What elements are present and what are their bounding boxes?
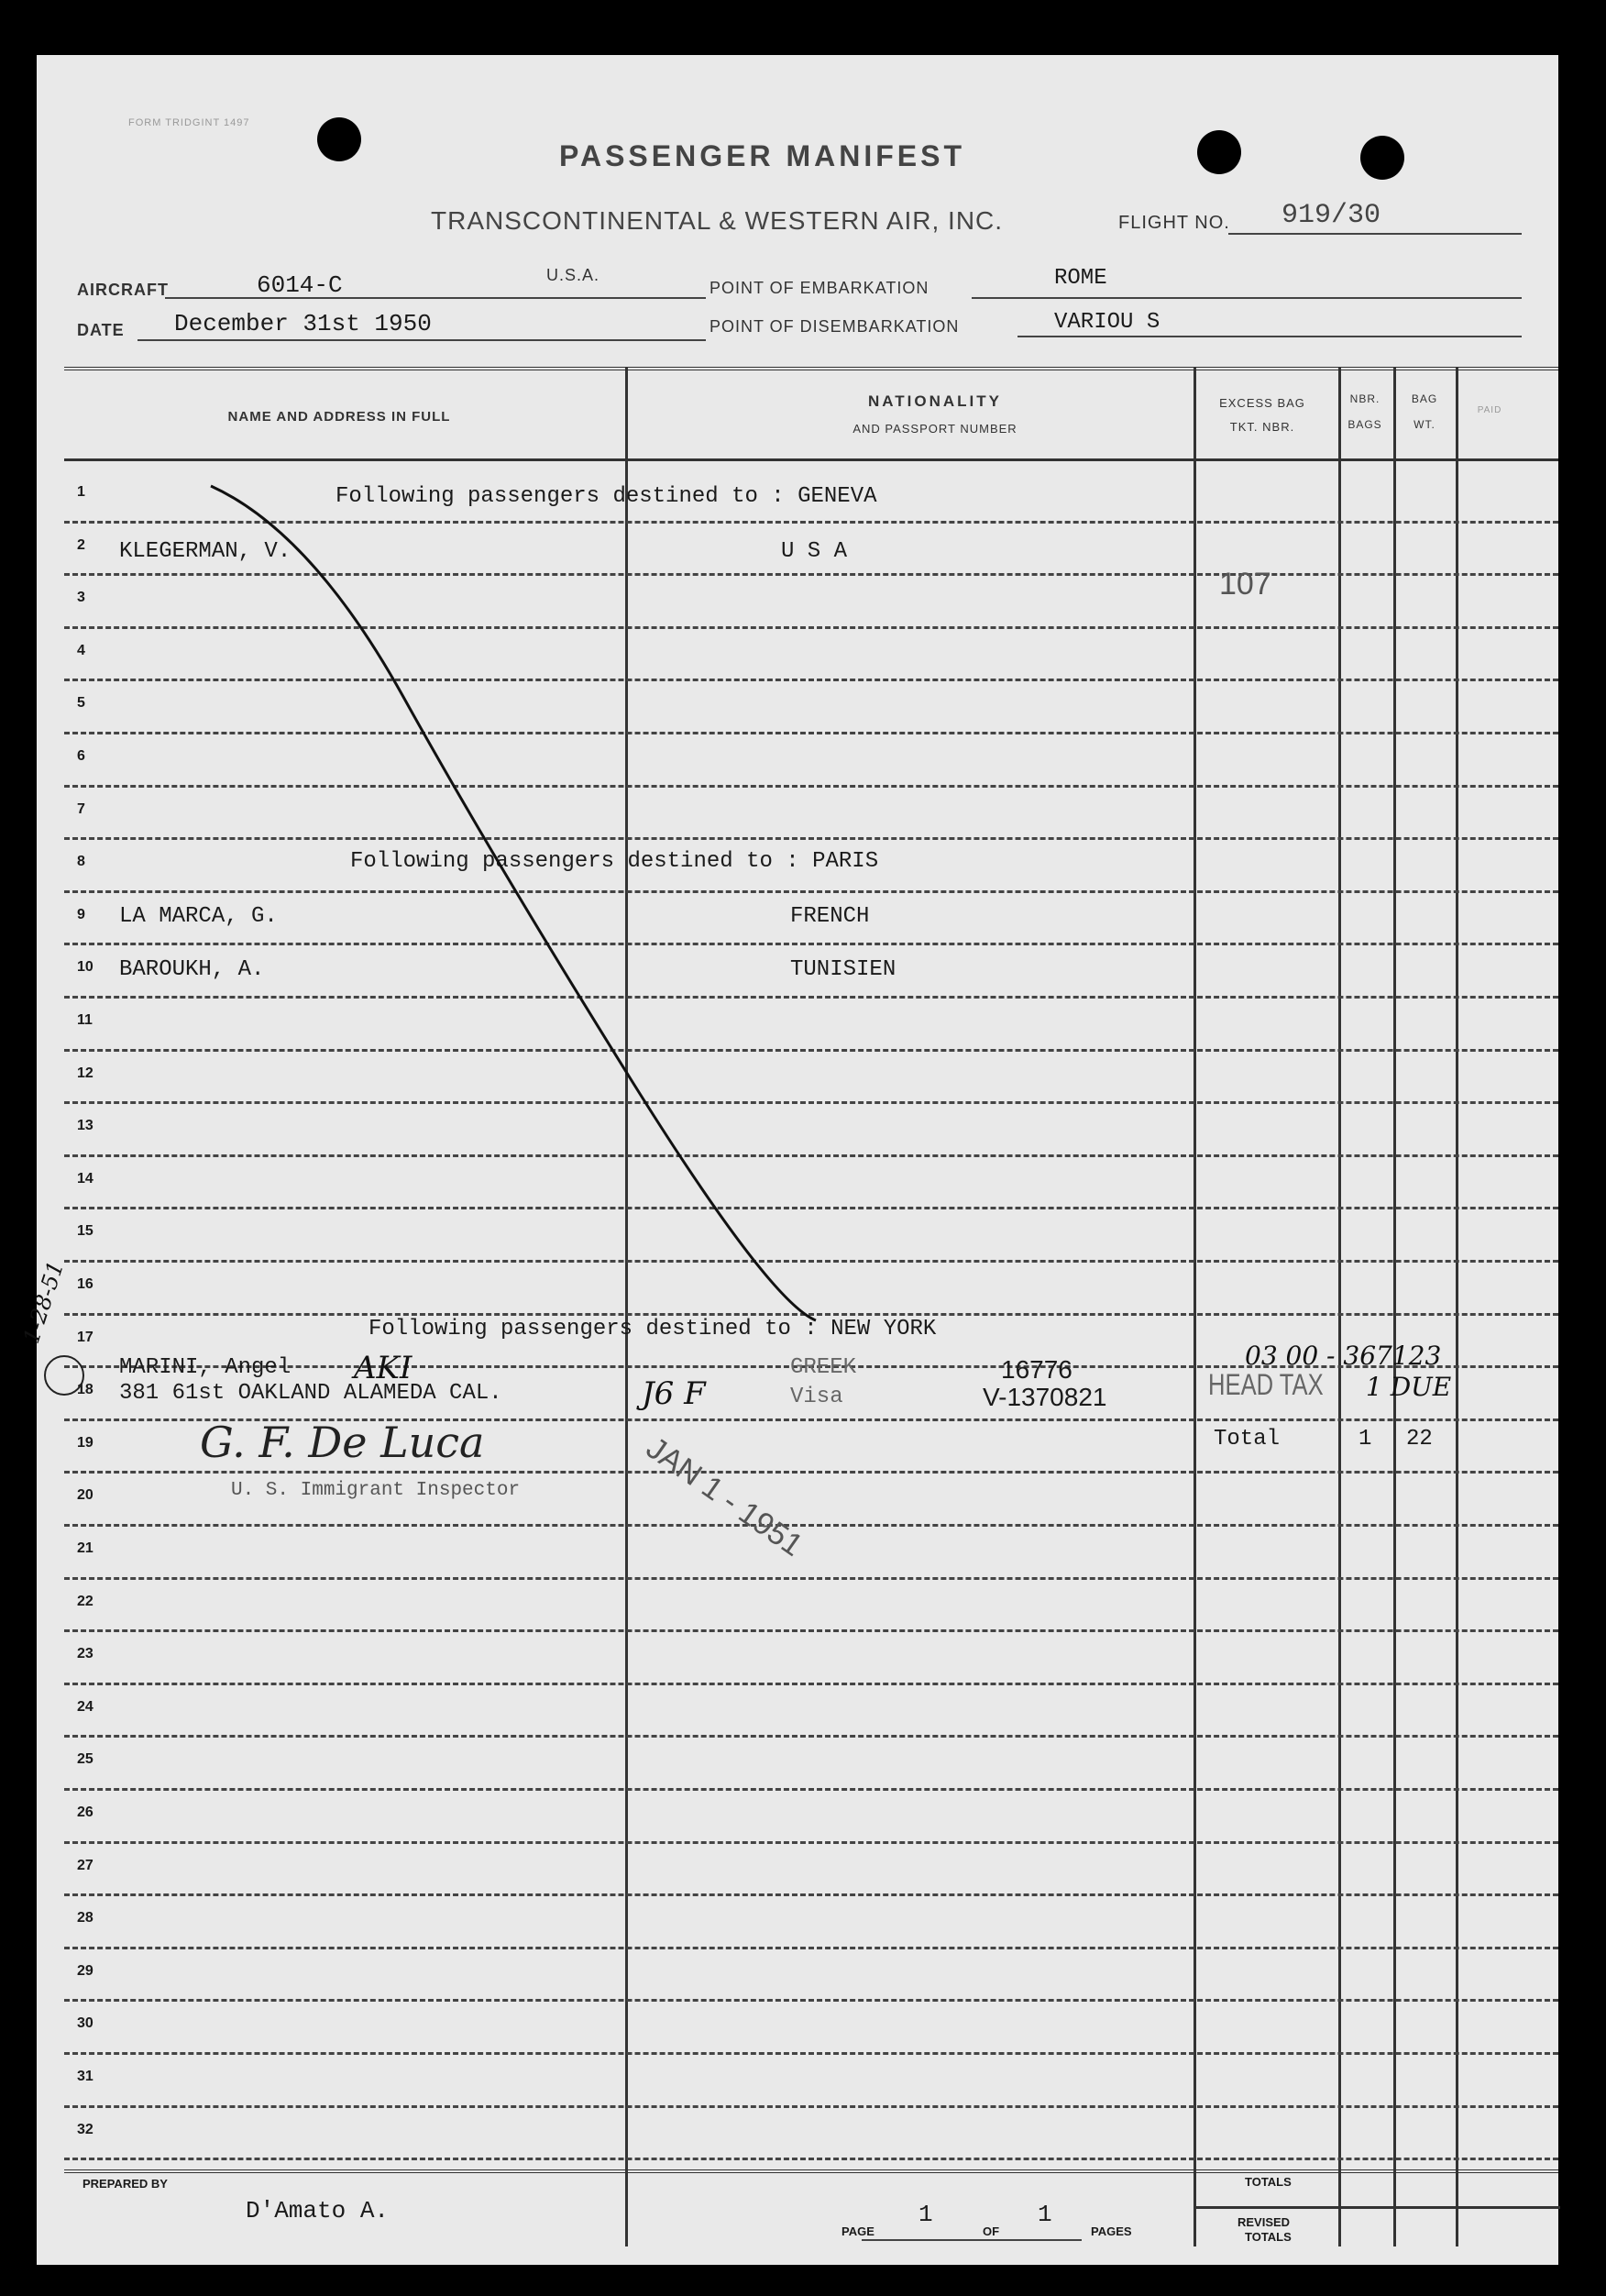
footer-top-border [64,2169,1558,2173]
flight-value: 919/30 [1282,200,1381,231]
row1-destination: Following passengers destined to : GENEVA [336,484,877,509]
col-bags-header: BAGS [1348,418,1382,431]
row-number: 27 [77,1857,94,1873]
row-number: 21 [77,1540,94,1556]
col-bag-header: BAG [1411,392,1438,405]
of-value: 1 [1038,2201,1052,2228]
row-number: 22 [77,1593,94,1609]
manifest-sheet [18,55,1558,2265]
row-number: 6 [77,748,85,764]
revised-totals-label: TOTALS [1245,2230,1292,2244]
embarkation-label: POINT OF EMBARKATION [710,279,930,297]
date-label: DATE [77,321,125,339]
row-number: 10 [77,959,94,976]
disembarkation-label: POINT OF DISEMBARKATION [710,317,960,336]
row-number: 16 [77,1276,94,1292]
disembarkation-value: VARIOU S [1054,310,1160,335]
page-value: 1 [918,2201,933,2228]
aircraft-country: U.S.A. [546,266,600,284]
row9-nationality: FRENCH [790,904,870,929]
row-number: 20 [77,1487,94,1504]
date-stamp: JAN 1 - 1951 [640,1430,809,1563]
row18-passport-number: 16776 [1001,1355,1072,1384]
row-number: 11 [77,1012,93,1028]
row10-passenger-name: BAROUKH, A. [119,957,265,982]
col-nbr-header: NBR. [1349,392,1380,405]
row18-visa-label: Visa [790,1385,843,1409]
col-passport-header: AND PASSPORT NUMBER [852,422,1018,436]
row18-passenger-name: MARINI, Angel [119,1355,292,1380]
row-number: 29 [77,1962,94,1979]
company-name: TRANSCONTINENTAL & WESTERN AIR, INC. [431,206,1004,235]
row9-passenger-name: LA MARCA, G. [119,904,278,929]
total-label: Total [1214,1427,1281,1452]
margin-handwritten-date: 1-28-51 [18,1257,70,1347]
row18-address: 381 61st OAKLAND ALAMEDA CAL. [119,1381,502,1406]
row-number: 7 [77,800,85,817]
row-number: 13 [77,1118,94,1134]
row-number: 14 [77,1170,94,1187]
embarkation-value: ROME [1054,266,1107,291]
row8-destination: Following passengers destined to : PARIS [350,849,879,874]
head-tax-stamp: HEAD TAX [1208,1368,1324,1401]
col-excess-bag-header: EXCESS BAG [1219,396,1305,410]
row-number: 15 [77,1223,94,1240]
row-number: 5 [77,695,85,712]
total-weight: 22 [1406,1427,1433,1452]
row-number: 28 [77,1910,94,1926]
form-number: FORM TRIDGINT 1497 [128,117,250,128]
revised-label: REVISED [1238,2215,1291,2229]
handwritten-slash-line [37,55,1558,2265]
row-number: 1 [77,484,85,500]
col-tkt-nbr-header: TKT. NBR. [1229,420,1295,434]
row18-nationality: GREEK [790,1355,857,1380]
row-number: 24 [77,1698,94,1715]
inspector-signature: G. F. De Luca [200,1418,485,1467]
row-number: 12 [77,1065,94,1081]
total-bags: 1 [1358,1427,1372,1452]
row2-nationality: U S A [781,539,848,564]
row10-nationality: TUNISIEN [790,957,896,982]
row-number: 19 [77,1434,94,1451]
date-value: December 31st 1950 [174,310,432,337]
row17-destination: Following passengers destined to : NEW YORK [368,1317,937,1341]
totals-divider [1194,2206,1560,2209]
totals-label: TOTALS [1245,2175,1292,2189]
col-extra-header: PAID [1477,405,1502,415]
pages-label: PAGES [1091,2224,1132,2238]
row-number: 32 [77,2121,94,2137]
row-number: 23 [77,1646,94,1662]
aircraft-value: 6014-C [257,271,343,299]
prepared-by-value: D'Amato A. [246,2197,390,2224]
row18-visa-number: V-1370821 [983,1383,1107,1411]
row-number: 25 [77,1751,94,1768]
prepared-by-label: PREPARED BY [82,2177,168,2191]
inspector-title: U. S. Immigrant Inspector [231,1480,521,1501]
row-number: 30 [77,2015,94,2032]
page-underline [862,2239,1082,2241]
col-nationality-header: NATIONALITY [867,392,1002,410]
row-number: 17 [77,1329,94,1345]
row-number: 18 [77,1382,94,1398]
col-wt-header: WT. [1414,418,1436,431]
row-number: 26 [77,1805,94,1820]
row3-excess-bag: 107 [1219,567,1271,602]
col-name-header: NAME AND ADDRESS IN FULL [227,409,451,425]
row-number: 9 [77,906,85,922]
flight-label: FLIGHT NO. [1118,213,1230,233]
page-title: PASSENGER MANIFEST [559,139,965,172]
row-number: 2 [77,536,85,553]
row-number: 8 [77,854,85,870]
row18-handwritten-number: 03 00 - 367123 [1245,1341,1442,1371]
of-label: OF [983,2224,1000,2238]
head-tax-handwritten: 1 DUE [1366,1372,1452,1402]
aircraft-label: AIRCRAFT [77,281,169,299]
row18-handwritten-name: AKI [354,1350,412,1386]
row-number: 3 [77,590,85,606]
row18-handwritten-code: J6 F [642,1375,706,1412]
row-number: 4 [77,642,85,658]
page-label: PAGE [842,2224,874,2238]
row-number: 31 [77,2069,94,2084]
row2-passenger-name: KLEGERMAN, V. [119,539,292,564]
